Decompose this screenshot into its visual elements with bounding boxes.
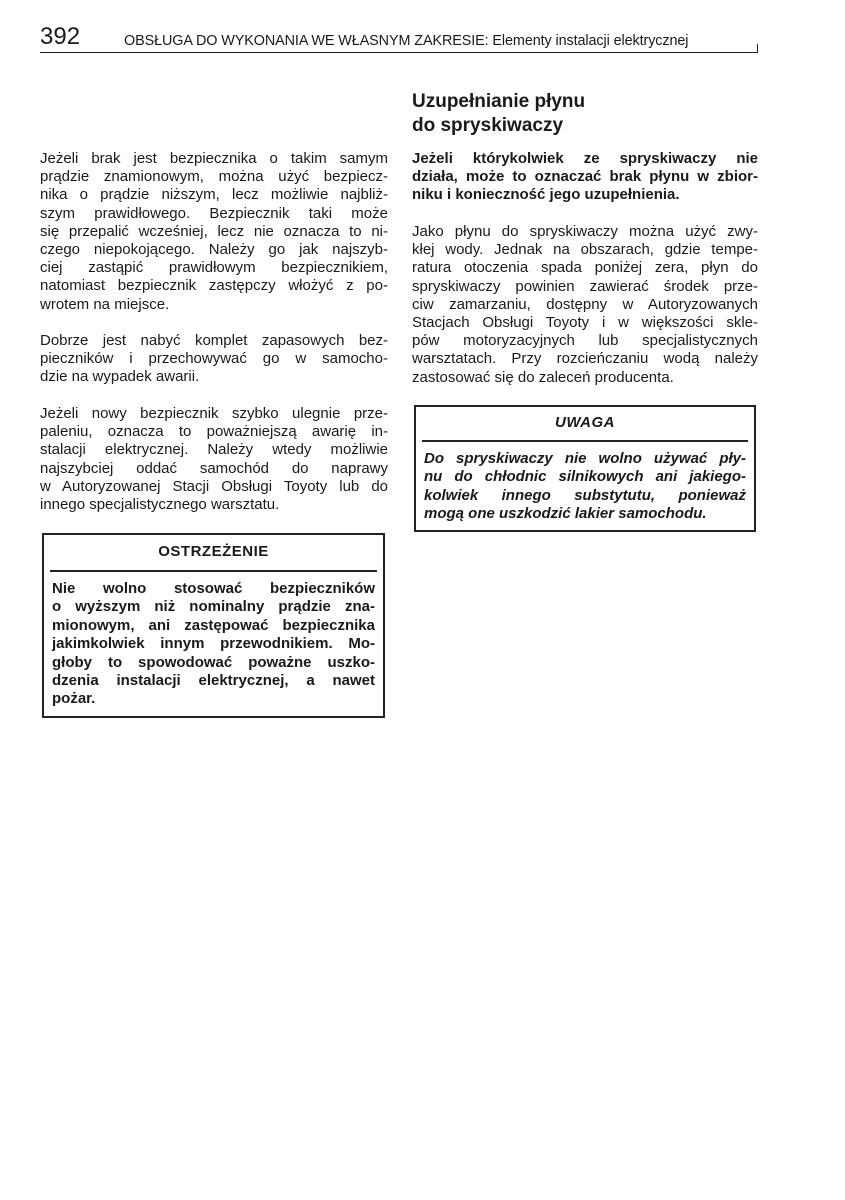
- text-line: natomiast bezpiecznik zastępczy włożyć z po-: [40, 277, 388, 295]
- text-line: mogą one uszkodzić lakier samochodu.: [424, 505, 707, 523]
- spare-fuses-paragraph: [40, 332, 388, 387]
- text-line: warsztatach. Przy rozcieńczaniu wodą należy: [412, 350, 758, 368]
- text-line: o wyższym niż nominalny prądzie zna-: [52, 598, 375, 616]
- running-title: OBSŁUGA DO WYKONANIA WE WŁASNYM ZAKRESIE: Elementy instalacji elektrycznej: [124, 33, 689, 49]
- fuse-replacement-paragraph: [40, 150, 388, 314]
- blown-fuse-paragraph: [40, 405, 388, 514]
- text-line: ratura otoczenia spada poniżej zera, płyn do: [412, 259, 758, 277]
- washer-fluid-paragraph: [412, 223, 758, 387]
- text-line: pożar.: [52, 690, 96, 708]
- text-line: paleniu, oznacza to poważniejszą awarię in-: [40, 423, 388, 441]
- text-line: innego specjalistycznego warsztatu.: [40, 496, 280, 514]
- text-line: nika o prądzie niższym, lecz możliwie najbliż-: [40, 186, 388, 204]
- text-line: mionowym, ani zastępować bezpiecznika: [52, 616, 375, 634]
- text-line: dzie na wypadek awarii.: [40, 368, 200, 386]
- text-line: dzenia instalacji elektrycznej, a nawet: [52, 672, 375, 690]
- text-line: pieczników i przechowywać go w samocho-: [40, 350, 388, 368]
- text-line: Jeżeli którykolwiek ze spryskiwaczy nie: [412, 150, 758, 167]
- text-line: głoby to spowodować poważne uszko-: [52, 653, 375, 671]
- text-line: Jeżeli brak jest bezpiecznika o takim samym: [40, 150, 388, 167]
- text-line: Dobrze jest nabyć komplet zapasowych bez-: [40, 332, 388, 349]
- text-line: najszybciej oddać samochód do naprawy: [40, 459, 388, 477]
- text-line: spryskiwaczy powinien zawierać środek prze-: [412, 277, 758, 295]
- caution-box: [414, 405, 756, 532]
- title-line: do spryskiwaczy: [412, 115, 564, 136]
- text-line: stalacji elektrycznej. Należy wtedy możliwie: [40, 441, 388, 459]
- washer-intro-paragraph: [412, 150, 758, 205]
- text-line: nu do chłodnic silnikowych ani jakiego-: [424, 468, 746, 486]
- text-line: w Autoryzowanej Stacji Obsługi Toyoty lub do: [40, 477, 388, 495]
- text-line: prądzie znamionowym, można użyć bezpiecz-: [40, 168, 388, 186]
- text-line: Nie wolno stosować bezpieczników: [52, 580, 375, 597]
- text-line: kolwiek innego substytutu, ponieważ: [424, 486, 746, 504]
- text-line: jakimkolwiek innym przewodnikiem. Mo-: [52, 635, 375, 653]
- text-line: wrotem na miejsce.: [40, 295, 170, 313]
- text-line: Jeżeli nowy bezpiecznik szybko ulegnie prze-: [40, 405, 388, 422]
- section-title: [412, 90, 585, 138]
- caution-title: UWAGA: [555, 414, 615, 431]
- text-line: się przepalić wcześniej, lecz nie oznacza to ni-: [40, 222, 388, 240]
- text-line: zastosować się do zaleceń producenta.: [412, 368, 674, 386]
- page-header: [40, 23, 758, 53]
- text-line: pów motoryzacyjnych lub specjalistycznych: [412, 332, 758, 350]
- text-line: Stacjach Obsługi Toyoty i w większości skle-: [412, 314, 758, 332]
- text-line: niku i konieczność jego uzupełnienia.: [412, 186, 680, 204]
- title-line: Uzupełnianie płynu: [412, 91, 586, 112]
- caution-divider: [422, 440, 748, 442]
- warning-divider: [50, 570, 377, 572]
- warning-text: [52, 580, 375, 709]
- text-line: szym prawidłowego. Bezpiecznik taki może: [40, 204, 388, 222]
- caution-text: [424, 450, 746, 524]
- warning-box: [42, 533, 385, 718]
- warning-title: OSTRZEŻENIE: [158, 543, 269, 560]
- text-line: Do spryskiwaczy nie wolno używać pły-: [424, 450, 746, 467]
- text-line: ciw zamarzaniu, dostępny w Autoryzowanych: [412, 295, 758, 313]
- text-line: czego niepokojącego. Należy go jak najszyb-: [40, 241, 388, 259]
- text-line: Jako płynu do spryskiwaczy można użyć zwy-: [412, 223, 758, 240]
- header-rule-tick: [757, 44, 759, 52]
- text-line: ciej zastąpić prawidłowym bezpiecznikiem,: [40, 259, 388, 277]
- text-line: kłej wody. Jednak na obszarach, gdzie tempe-: [412, 241, 758, 259]
- text-line: działa, może to oznaczać brak płynu w zbior-: [412, 168, 758, 186]
- page-number: 392: [40, 23, 81, 50]
